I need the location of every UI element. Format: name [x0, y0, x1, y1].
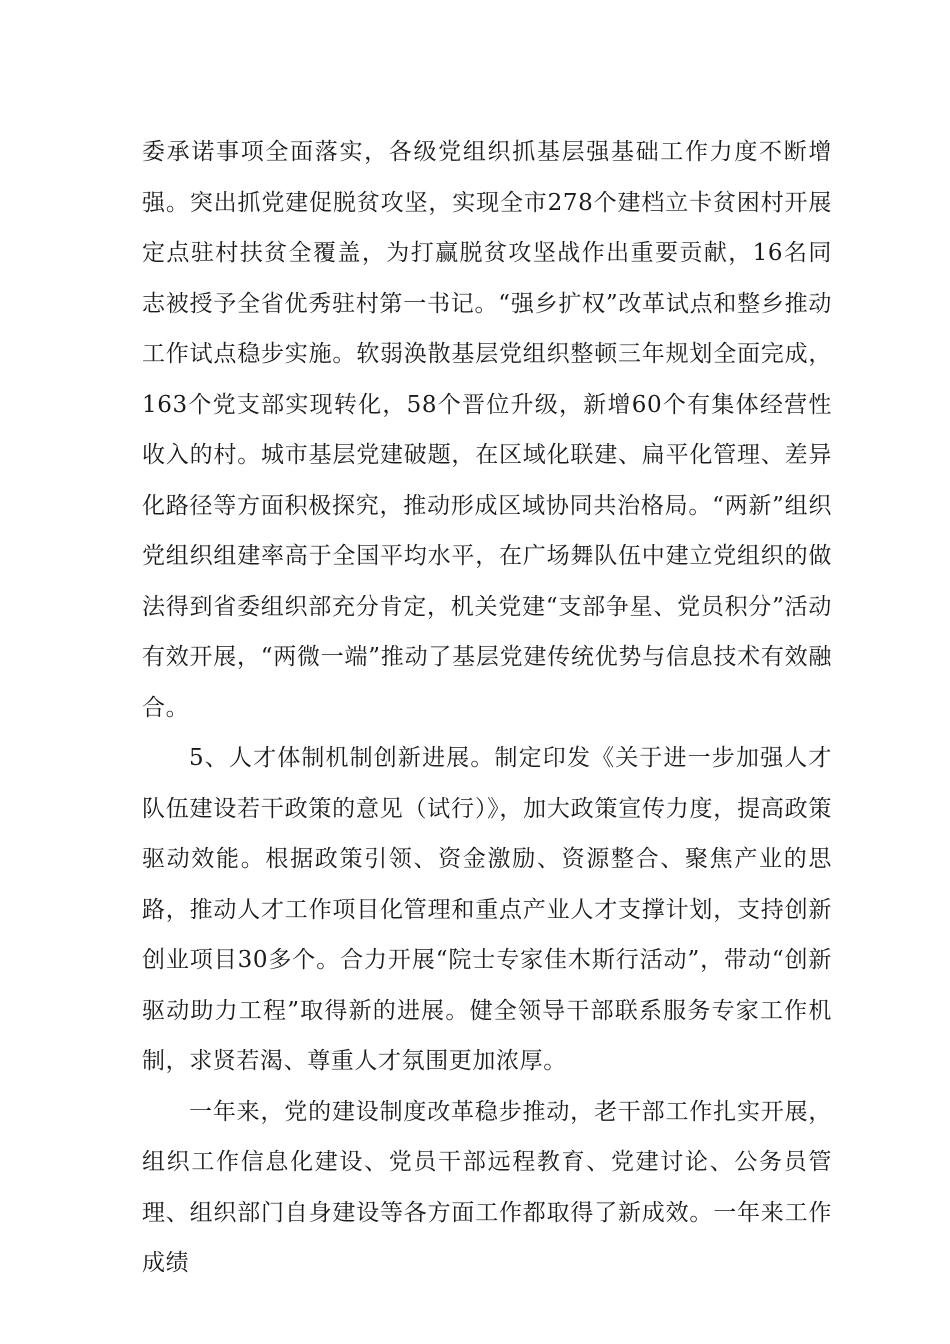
paragraph-party-building: 委承诺事项全面落实，各级党组织抓基层强基础工作力度不断增强。突出抓党建促脱贫攻坚，实现全市278个建档立卡贫困村开展定点驻村扶贫全覆盖，为打赢脱贫攻坚战作出重要贡献，16名同志被授予全省优秀驻村第一书记。“强乡扩权”改革试点和整乡推动工作试点稳步实施。软弱涣散基层党组织整顿三年规划全面完成，163个党支部实现转化，58个晋位升级，新增60个有集体经营性收入的村。城市基层党建破题，在区域化联建、扁平化管理、差异化路径等方面积极探究，推动形成区域协同共治格局。“两新”组织党组织组建率高于全国平均水平，在广场舞队伍中建立党组织的做法得到省委组织部充分肯定，机关党建“支部争星、党员积分”活动有效开展，“两微一端”推动了基层党建传统优势与信息技术有效融合。	[142, 139, 832, 721]
paragraph-talent-system: 5、人才体制机制创新进展。制定印发《关于进一步加强人才队伍建设若干政策的意见（试行）》，加大政策宣传力度，提高政策驱动效能。根据政策引领、资金激励、资源整合、聚焦产业的思路，推动人才工作项目化管理和重点产业人才支撑计划，支持创新创业项目30多个。合力开展“院士专家佳木斯行活动”，带动“创新驱动助力工程”取得新的进展。健全领导干部联系服务专家工作机制，求贤若渴、尊重人才氛围更加浓厚。	[142, 745, 832, 1074]
document-body	[142, 127, 832, 1289]
paragraph-year-summary: 一年来，党的建设制度改革稳步推动，老干部工作扎实开展，组织工作信息化建设、党员干部远程教育、党建讨论、公务员管理、组织部门自身建设等各方面工作都取得了新成效。一年来工作成绩	[142, 1098, 832, 1276]
